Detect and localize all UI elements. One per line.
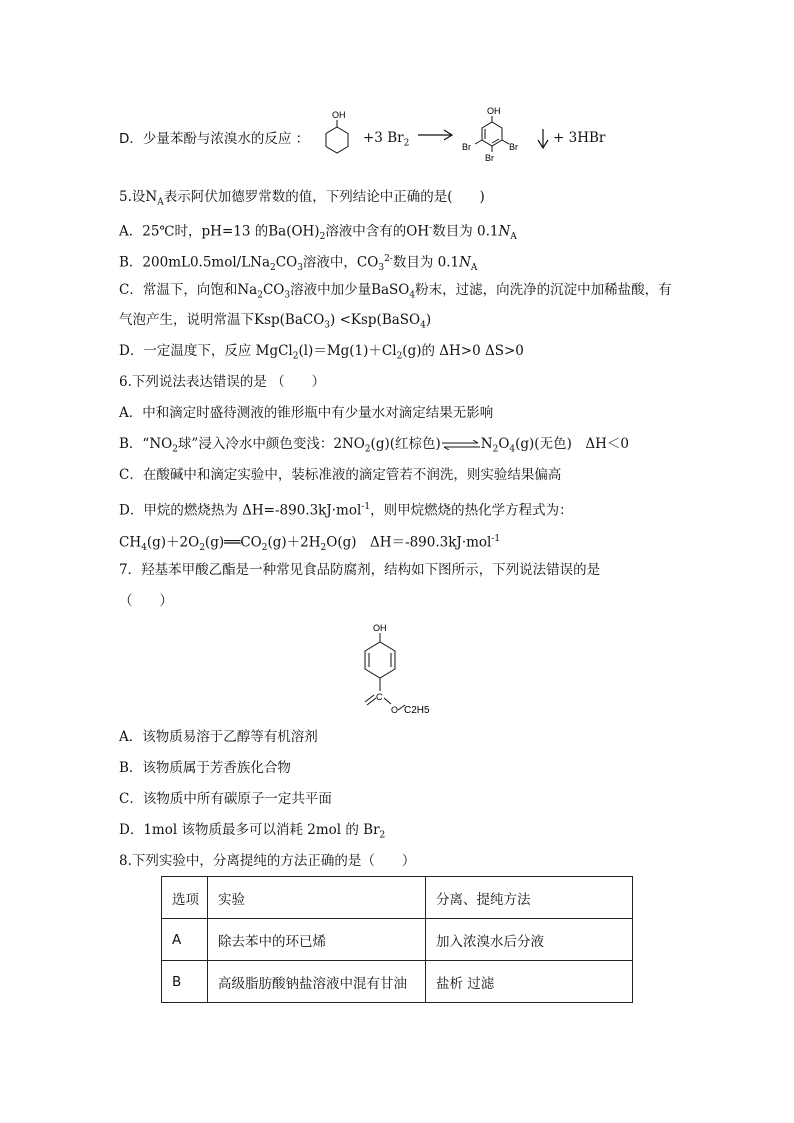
table-cell: 除去苯中的环已烯: [208, 919, 426, 961]
table-cell: 高级脂肪酸钠盐溶液中混有甘油: [208, 961, 426, 1003]
svg-text:Br: Br: [485, 153, 494, 163]
table-cell: 盐析 过滤: [426, 961, 633, 1003]
q7-option-b: B．该物质属于芳香族化合物: [119, 760, 291, 776]
table-cell: A: [162, 919, 208, 961]
q7-paren: （ ）: [119, 593, 173, 609]
equilibrium-arrow: [441, 440, 481, 450]
q7-option-c: C．该物质中所有碳原子一定共平面: [119, 791, 332, 807]
q7-option-a: A．该物质易溶于乙醇等有机溶剂: [119, 729, 318, 745]
svg-text:O: O: [391, 705, 399, 715]
q5-option-c-line1: C．常温下，向饱和$Na_2CO_3$溶液中加少量BaSO$_4$粉末，过滤，向洗净的沉淀中加稀盐酸，有: [119, 282, 672, 301]
q6-option-c: C．在酸碱中和滴定实验中，装标准液的滴定管若不润洗，则实验结果偏高: [119, 467, 562, 483]
table-header-row: [162, 877, 633, 919]
phenol-oh-label: OH: [332, 110, 346, 120]
q8-table: [161, 876, 633, 1003]
header-experiment: 实验: [208, 877, 426, 919]
bromine-reagent: +3 $Br_2$: [363, 130, 410, 149]
phenol-structure: [318, 108, 358, 158]
tribromophenol-structure: [458, 102, 528, 166]
table-row: [162, 919, 633, 961]
hbr-product: + 3HBr: [553, 130, 606, 146]
ester-structure: [352, 618, 442, 722]
table-cell: B: [162, 961, 208, 1003]
q4-option-d-label: D．少量苯酚与浓溴水的反应 ：: [119, 131, 310, 147]
q7-stem: 7．羟基苯甲酸乙酯是一种常见食品防腐剂，结构如下图所示，下列说法错误的是: [119, 562, 601, 578]
q5-option-b: B．$200mL0.5mol/LNa_2CO_3$溶液中，$CO_3^{2-}$数目为 $0.1N_A$: [119, 254, 478, 274]
q6-stem: 6.下列说法表达错误的是 （ ）: [119, 374, 326, 390]
table-row: [162, 961, 633, 1003]
header-option: 选项: [162, 877, 208, 919]
q6-equation: $CH_4(g)+2O_2(g)══CO_2(g)+2H_2O(g)$ ΔH＝-890.3kJ·mol$^{-1}$: [119, 534, 501, 554]
svg-text:OH: OH: [487, 106, 501, 116]
header-method: 分离、提纯方法: [426, 877, 633, 919]
reaction-arrow: [416, 125, 456, 145]
q8-stem: 8.下列实验中，分离提纯的方法正确的是（ ）: [119, 853, 416, 869]
svg-text:Br: Br: [509, 142, 518, 152]
svg-text:C2H5: C2H5: [404, 705, 430, 716]
table-cell: 加入浓溴水后分液: [426, 919, 633, 961]
q5-stem: 5.设$N_A$表示阿伏加德罗常数的值，下列结论中正确的是( ): [119, 189, 485, 208]
q7-option-d: D．1mol 该物质最多可以消耗 2mol 的 $Br_2$: [119, 822, 386, 841]
q5-option-d: D．一定温度下，反应 $MgCl_2(l)=Mg(1)+Cl_2(g)$的 ΔH>0 ΔS>0: [119, 343, 524, 362]
svg-text:C: C: [376, 692, 383, 702]
q5-option-c-line2: 气泡产生，说明常温下Ksp(BaCO$_3$) <Ksp(BaSO$_4$): [119, 312, 432, 331]
q6-option-b: B．“$NO_2$球”浸入冷水中颜色变浅：$2NO_2(g)$(红棕色) $N_2O_4(g)$(无色) ΔH＜0: [119, 436, 629, 455]
q6-option-d: D．甲烷的燃烧热为 ΔH=-890.3kJ·mol$^{-1}$，则甲烷燃烧的热化学方程式为：: [119, 502, 573, 519]
q5-option-a: A．25℃时，pH=13 的$Ba(OH)_2$溶液中含有的OH-数目为 $0.1N_A$: [119, 223, 517, 243]
q6-option-a: A．中和滴定时盛待测液的锥形瓶中有少量水对滴定结果无影响: [119, 405, 494, 421]
svg-text:OH: OH: [373, 623, 387, 633]
svg-text:Br: Br: [462, 142, 471, 152]
precipitate-arrow: [536, 127, 550, 151]
